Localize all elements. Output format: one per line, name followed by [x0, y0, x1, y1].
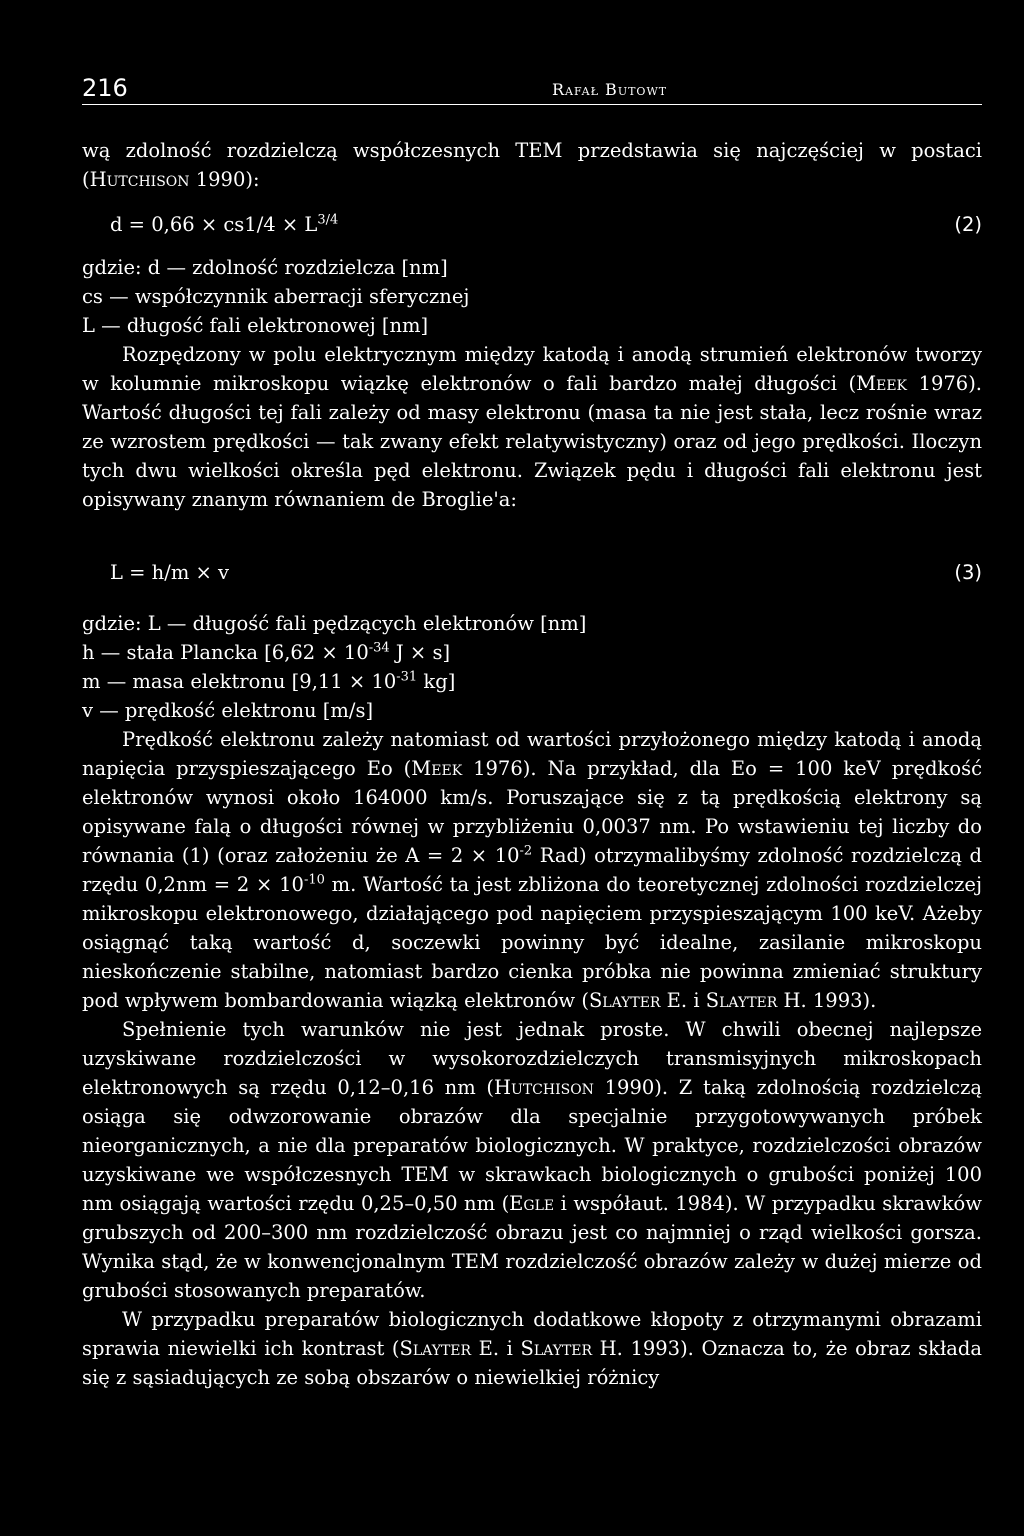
citation-author: Meek [411, 757, 463, 780]
paragraph-4: W przypadku preparatów biologicznych dodatkowe kłopoty z otrzymanymi obrazami sprawia niewielki ich kontrast (Slayter E. i Slayter H. 1993). Oznacza to, że obraz składa się z sąsiadujących ze sobą obszarów o niewielkiej różnicy [82, 1308, 983, 1389]
citation-author: Slayter [705, 989, 778, 1012]
citation-author: Egle [509, 1192, 555, 1215]
definition-planck: h — stała Plancka [$6,62 \times 10^{-34}$ J × s] [82, 640, 451, 664]
intro-paragraph [82, 136, 982, 194]
equation-3-formula: L = h/m × v [110, 561, 230, 584]
definition-wavelength: gdzie: L — długość fali pędzących elektronów [nm] [82, 612, 587, 635]
body-text [82, 136, 982, 1392]
citation-author: Meek [856, 372, 908, 395]
equation-2-formula: $d = 0,66 \times cs1/4 \times L^{3/4}$ [110, 212, 339, 236]
paragraph-3: Spełnienie tych warunków nie jest jednak proste. W chwili obecnej najlepsze uzyskiwane rozdzielczości w wysokorozdzielczych transmisyjnych mikroskopach elektronowych są rzędu 0,12–0,16 nm (Hutchison 1990). Z taką zdolnością rozdzielczą osiąga się odwzorowanie obrazów dla specjalnie przygotowywanych próbek nieorganicznych, a nie dla preparatów biologicznych. W praktyce, rozdzielczości obrazów uzyskiwane we współczesnych TEM w skrawkach biologicznych o grubości poniżej 100 nm osiągają wartości rzędu 0,25–0,50 nm (Egle i współaut. 1984). W przypadku skrawków grubszych od 200–300 nm rozdzielczość obrazu jest co najmniej o rząd wielkości gorsza. Wynika stąd, że w konwencjonalnym TEM rozdzielczość obrazów zależy w dużej mierze od grubości stosowanych preparatów. [82, 1018, 983, 1302]
running-head: Rafał Butowt [552, 80, 668, 99]
definition-l: L — długość fali elektronowej [nm] [82, 314, 429, 337]
paragraph-1: Rozpędzony w polu elektrycznym między katodą i anodą strumień elektronów tworzy w kolumnie mikroskopu wiązkę elektronów o fali bardzo małej długości (Meek 1976). Wartość długości tej fali zależy od masy elektronu (masa ta nie jest stała, lecz rośnie wraz ze wzrostem prędkości — tak zwany efekt relatywistyczny) oraz od jego prędkości. Iloczyn tych dwu wielkości określa pęd elektronu. Związek pędu i długości fali elektronu jest opisywany znanym równaniem de Broglie'a: [82, 343, 982, 511]
citation-author: Slayter [588, 989, 661, 1012]
page-number: 216 [82, 74, 128, 102]
citation-author: Slayter [520, 1337, 593, 1360]
citation-author: Slayter [399, 1337, 472, 1360]
equation-3-number: (3) [954, 561, 982, 584]
citation-author: Hutchison [494, 1076, 594, 1099]
equation-2 [82, 210, 982, 239]
citation-author: Hutchison [89, 168, 190, 191]
equation-3 [82, 558, 982, 587]
equation-2-exponent: 3/4 [317, 212, 339, 228]
citation-year: 1990): [189, 168, 260, 191]
page-header [82, 74, 982, 105]
equation-2-definitions [82, 253, 982, 340]
definition-d: gdzie: d — zdolność rozdzielcza [nm] [82, 256, 448, 279]
paragraph-2: Prędkość elektronu zależy natomiast od wartości przyłożonego między katodą i anodą napięcia przyspieszającego Eo (Meek 1976). Na przykład, dla Eo = 100 keV prędkość elektronów wynosi około 164000 km/s. Poruszające się z tą prędkością elektrony są opisywane falą o długości równej w przybliżeniu 0,0037 nm. Po wstawieniu tej liczby do równania (1) (oraz założeniu że $A = 2 \times 10^{-2}$ Rad) otrzymalibyśmy zdolność rozdzielczą d rzędu $0,2nm = 2 \times 10^{-10}$ m. Wartość ta jest zbliżona do teoretycznej zdolności rozdzielczej mikroskopu elektronowego, działającego pod napięciem przyspieszającym 100 keV. Ażeby osiągnąć taką wartość d, soczewki powinny być idealne, zasilanie mikroskopu nieskończenie stabilne, natomiast bardzo cienka próbka nie powinna zmieniać struktury pod wpływem bombardowania wiązką elektronów (Slayter E. i Slayter H. 1993). [82, 728, 983, 1012]
equation-3-definitions [82, 609, 982, 725]
equation-2-number: (2) [954, 213, 982, 236]
definition-mass: m — masa elektronu [$9,11 \times 10^{-31}$ kg] [82, 669, 456, 693]
definition-velocity: v — prędkość elektronu [m/s] [82, 699, 374, 722]
definition-cs: cs — współczynnik aberracji sferycznej [82, 285, 470, 308]
intro-text: wą zdolność rozdzielczą współczesnych TEM przedstawia się najczęściej w postaci ( [82, 139, 982, 191]
